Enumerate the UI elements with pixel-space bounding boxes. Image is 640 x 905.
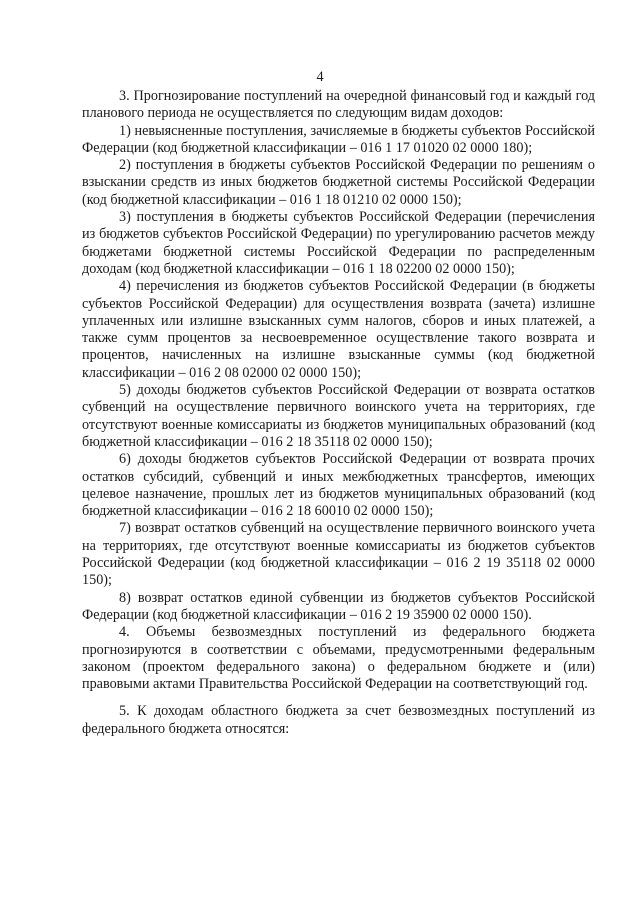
paragraph-3: 3. Прогнозирование поступлений на очередной финансовый год и каждый год планового периода не осуществляется по следующим видам доходов: [82,88,595,122]
paragraph-5: 5. К доходам областного бюджета за счет безвозмездных поступлений из федерального бюджета относятся: [82,703,595,737]
list-item-3-6: 6) доходы бюджетов субъектов Российской Федерации от возврата прочих остатков субсидий, субвенций и иных межбюджетных трансфертов, имеющих целевое назначение, прошлых лет из бюджетов муниципальных образований (код бюджетной классификации – 016 2 18 60010 02 0000 150); [82,451,595,520]
list-item-3-5: 5) доходы бюджетов субъектов Российской Федерации от возврата остатков субвенций на осуществление первичного воинского учета на территориях, где отсутствуют военные комиссариаты из бюджетов муниципальных образований (код бюджетной классификации – 016 2 18 35118 02 0000 150); [82,382,595,450]
paragraph-4: 4. Объемы безвозмездных поступлений из федерального бюджета прогнозируются в соответствии с объемами, предусмотренными федеральным законом (проектом федерального закона) о федеральном бюджете и (или) правовыми актами Правительства Российской Федерации на соответствующий год. [82,624,595,693]
document-body [82,88,595,738]
list-item-3-4: 4) перечисления из бюджетов субъектов Российской Федерации (в бюджеты субъектов Российской Федерации) для осуществления возврата (зачета) излишне уплаченных или излишне взысканных сумм налогов, сборов и иных платежей, а также сумм процентов за несвоевременное осуществление такого возврата и процентов, начисленных на излишне взысканные суммы (код бюджетной классификации – 016 2 08 02000 02 0000 150); [82,278,595,381]
list-item-3-3: 3) поступления в бюджеты субъектов Российской Федерации (перечисления из бюджетов субъектов Российской Федерации) по урегулированию расчетов между бюджетами бюджетной системы Российской Федерации по распределенным доходам (код бюджетной классификации – 016 1 18 02200 02 0000 150); [82,209,595,277]
list-item-3-8: 8) возврат остатков единой субвенции из бюджетов субъектов Российской Федерации (код бюджетной классификации – 016 2 19 35900 02 0000 150). [82,589,595,623]
page-number: 4 [316,69,324,85]
list-item-3-1: 1) невыясненные поступления, зачисляемые в бюджеты субъектов Российской Федерации (код бюджетной классификации – 016 1 17 01020 02 0000 180); [82,122,595,156]
list-item-3-2: 2) поступления в бюджеты субъектов Российской Федерации по решениям о взыскании средств из иных бюджетов бюджетной системы Российской Федерации (код бюджетной классификации – 016 1 18 01210 02 0000 150); [82,157,595,208]
list-item-3-7: 7) возврат остатков субвенций на осуществление первичного воинского учета на территориях, где отсутствуют военные комиссариаты из бюджетов субъектов Российской Федерации (код бюджетной классификации – 016 2 19 35118 02 0000 150); [82,520,595,589]
